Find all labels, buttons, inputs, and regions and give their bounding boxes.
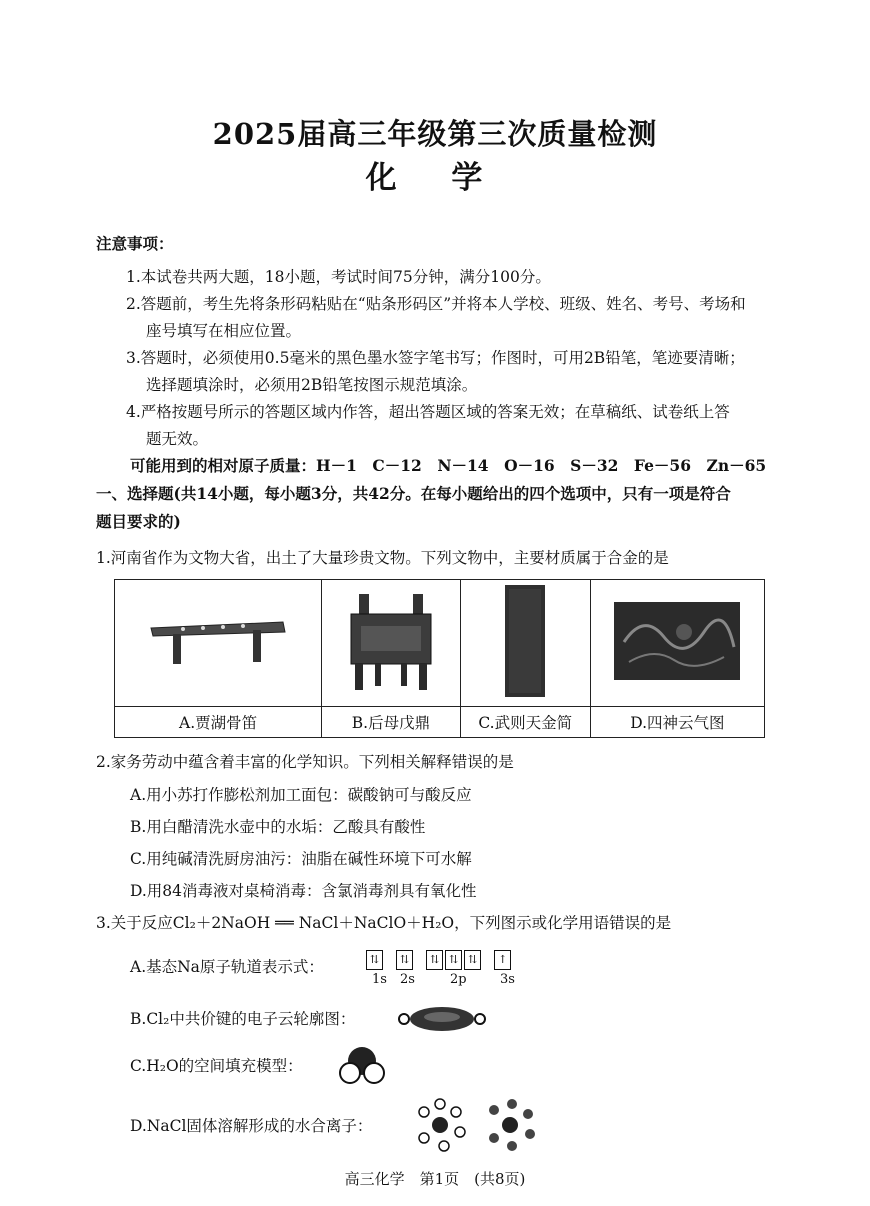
ding-vessel-image bbox=[341, 586, 441, 696]
q2-option-c: C.用纯碱清洗厨房油污：油脂在碱性环境下可水解 bbox=[130, 850, 472, 868]
q2-stem: 2.家务劳动中蕴含着丰富的化学知识。下列相关解释错误的是 bbox=[96, 753, 514, 771]
bone-flute-image bbox=[143, 606, 293, 676]
note-item-2-line2: 座号填写在相应位置。 bbox=[146, 322, 302, 340]
exam-title: 2025届高三年级第三次质量检测 bbox=[212, 117, 658, 151]
orbital-label-3s: 3s bbox=[500, 972, 515, 987]
water-space-filling-icon bbox=[338, 1045, 386, 1085]
notes-heading: 注意事项： bbox=[96, 234, 174, 253]
q1-option-c: C.武则天金简 bbox=[460, 707, 590, 738]
orbital-box-icon: ⇅ bbox=[426, 950, 443, 970]
page-footer: 高三化学 第1页 (共8页) bbox=[344, 1170, 526, 1188]
q1-image-a bbox=[115, 580, 322, 707]
orbital-box-icon: ⇅ bbox=[445, 950, 462, 970]
q3-option-d: D.NaCl固体溶解形成的水合离子： bbox=[130, 1117, 373, 1135]
orbital-diagram bbox=[366, 949, 513, 970]
q1-options-table bbox=[114, 579, 765, 738]
section1-heading-line2: 题目要求的) bbox=[96, 512, 181, 531]
orbital-box-icon: ⇅ bbox=[366, 950, 383, 970]
q3-stem: 3.关于反应Cl₂＋2NaOH ══ NaCl＋NaClO＋H₂O，下列图示或化学用语错误的是 bbox=[96, 914, 672, 932]
q1-image-b bbox=[322, 580, 461, 707]
gold-slip-image bbox=[495, 583, 555, 699]
orbital-box-icon: ⇅ bbox=[464, 950, 481, 970]
note-item-4-line1: 4.严格按题号所示的答题区域内作答，超出答题区域的答案无效；在草稿纸、试卷纸上答 bbox=[126, 403, 730, 421]
q3-option-b: B.Cl₂中共价键的电子云轮廓图： bbox=[130, 1010, 356, 1028]
q1-option-a: A.贾湖骨笛 bbox=[115, 707, 322, 738]
note-item-1: 1.本试卷共两大题，18小题，考试时间75分钟，满分100分。 bbox=[126, 268, 551, 286]
orbital-label-2s: 2s bbox=[400, 972, 415, 987]
note-item-3-line1: 3.答题时，必须使用0.5毫米的黑色墨水签字笔书写；作图时，可用2B铅笔，笔迹要清晰； bbox=[126, 349, 745, 367]
hydrated-ion-icon bbox=[412, 1094, 542, 1156]
subject-title: 化 学 bbox=[365, 160, 505, 196]
note-item-2-line1: 2.答题前，考生先将条形码粘贴在“贴条形码区”并将本人学校、班级、姓名、考号、考场和 bbox=[126, 295, 746, 313]
mural-image bbox=[614, 602, 740, 680]
q2-option-a: A.用小苏打作膨松剂加工面包：碳酸钠可与酸反应 bbox=[130, 786, 472, 804]
q1-image-c bbox=[460, 580, 590, 707]
q1-image-d bbox=[590, 580, 764, 707]
atomic-mass-line: 可能用到的相对原子质量：H－1 C－12 N－14 O－16 S－32 Fe－56 Zn－65 bbox=[130, 456, 767, 475]
note-item-3-line2: 选择题填涂时，必须用2B铅笔按图示规范填涂。 bbox=[146, 376, 478, 394]
q3-option-a: A.基态Na原子轨道表示式： bbox=[130, 958, 324, 976]
note-item-4-line2: 题无效。 bbox=[146, 430, 209, 448]
q2-option-d: D.用84消毒液对桌椅消毒：含氯消毒剂具有氧化性 bbox=[130, 882, 477, 900]
q3-option-c: C.H₂O的空间填充模型： bbox=[130, 1057, 303, 1075]
q2-option-b: B.用白醋清洗水壶中的水垢：乙酸具有酸性 bbox=[130, 818, 426, 836]
section1-heading-line1: 一、选择题(共14小题，每小题3分，共42分。在每小题给出的四个选项中，只有一项是符合 bbox=[96, 484, 731, 503]
orbital-box-icon: ⇅ bbox=[396, 950, 413, 970]
q1-option-b: B.后母戊鼎 bbox=[322, 707, 461, 738]
q1-option-d: D.四神云气图 bbox=[590, 707, 764, 738]
orbital-box-icon: ↑ bbox=[494, 950, 511, 970]
q1-stem: 1.河南省作为文物大省，出土了大量珍贵文物。下列文物中，主要材质属于合金的是 bbox=[96, 549, 669, 567]
orbital-label-1s: 1s bbox=[372, 972, 387, 987]
orbital-label-2p: 2p bbox=[450, 972, 467, 987]
electron-cloud-icon bbox=[396, 1004, 488, 1034]
